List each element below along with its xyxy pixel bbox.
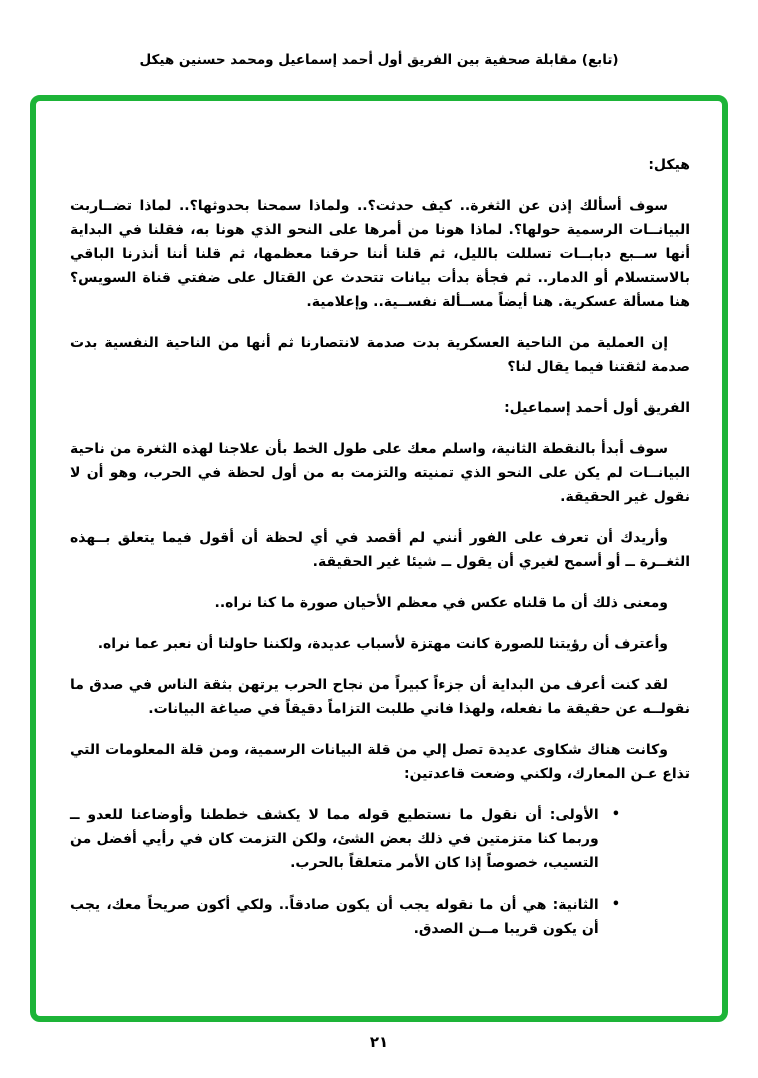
answer-paragraph-3: ومعنى ذلك أن ما قلناه عكس في معظم الأحيان صورة ما كنا نراه..	[214, 595, 668, 611]
answer-paragraph-5: لقد كنت أعرف من البداية أن جزءاً كبيراً من نجاح الحرب يرتهن بثقة الناس في صدق ما نقولــه عن حقيقة ما نفعله، ولهذا فاني طلبت التزاماً دقيقاً في صياغة البيانات.	[70, 677, 690, 717]
question-paragraph-1: سوف أسألك إذن عن الثغرة.. كيف حدثت؟.. ولماذا سمحنا بحدوثها؟.. لماذا تضــاربت البيانــات الرسمية حولها؟. لماذا هونا من أمرها على النحو الذي هونا به، فقلنا في البداية أنها ســبع دبابــات تسللت بالليل، ثم قلنا أننا حرقنا معظمها، ثم قلنا أننا أنذرنا الباقي بالاستسلام أو الدمار.. ثم فجأة بدأت بيانات تتحدث عن القتال على ضفتي قناة السويس؟ هنا مسألة عسكرية. هنا أيضاً مســألة نفســية.. وإعلامية.	[70, 198, 690, 310]
rules-bullet-list	[70, 803, 690, 941]
rule-second-text: الثانية: هي أن ما نقوله يجب أن يكون صادقاً.. ولكي أكون صريحاً معك، يجب أن يكون قريبا مــن الصدق.	[70, 897, 599, 937]
answer-paragraph-1: سوف أبدأ بالنقطة الثانية، واسلم معك على طول الخط بأن علاجنا لهذه الثغرة من ناحية البيانــات لم يكن على النحو الذي تمنيته والتزمت به من أول لحظة في الحرب، وهو أن لا نقول غير الحقيقة.	[70, 441, 690, 505]
bullet-icon: •	[611, 807, 620, 822]
bullet-icon: •	[611, 897, 620, 912]
list-item	[70, 803, 620, 875]
answer-paragraph-4: وأعترف أن رؤيتنا للصورة كانت مهتزة لأسباب عديدة، ولكننا حاولنا أن نعبر عما نراه.	[97, 636, 668, 652]
speaker-label-heikal: هيكل:	[648, 157, 690, 173]
question-paragraph-2: إن العملية من الناحية العسكرية بدت صدمة لانتصارنا ثم أنها من الناحية النفسية بدت صدمة لثقتنا فيما يقال لنا؟	[70, 335, 690, 375]
speaker-label-ismail: الفريق أول أحمد إسماعيل:	[504, 400, 690, 416]
list-item	[70, 893, 620, 941]
page-number: ٢١	[369, 1033, 389, 1051]
document-header-title: (تابع) مقابلة صحفية بين الفريق أول أحمد إسماعيل ومحمد حسنين هيكل	[139, 52, 619, 68]
rule-first-text: الأولى: أن نقول ما نستطيع قوله مما لا يكشف خططنا وأوضاعنا للعدو ــ وربما كنا متزمتين في ذلك بعض الشئ، ولكن التزمت كان في رأيي أفضل من التسيب، خصوصاً إذا كان الأمر متعلقاً بالحرب.	[70, 807, 599, 871]
answer-paragraph-2: وأريدك أن تعرف على الفور أنني لم أقصد في أي لحظة أن أقول فيما يتعلق بــهذه الثغــرة ــ أو أسمح لغيري أن يقول ــ شيئا غير الحقيقة.	[70, 530, 690, 570]
answer-paragraph-6: وكانت هناك شكاوى عديدة تصل إلي من قلة البيانات الرسمية، ومن قلة المعلومات التي تذاع عـن المعارك، ولكني وضعت قاعدتين:	[70, 742, 690, 782]
interview-text-body	[70, 101, 690, 959]
